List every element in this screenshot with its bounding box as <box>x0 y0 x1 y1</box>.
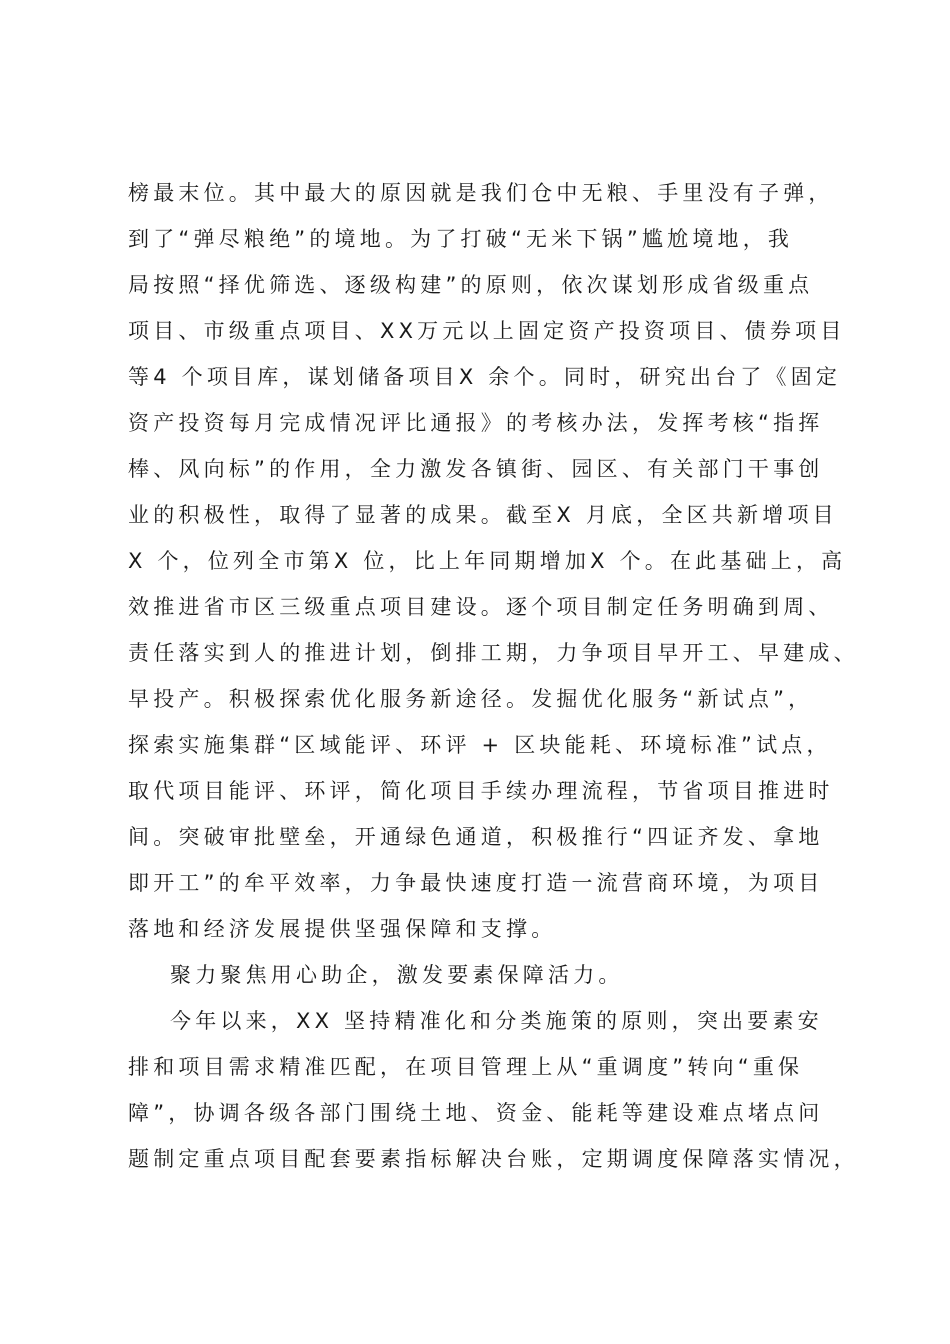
text-line: 到了“弹尽粮绝”的境地。为了打破“无米下锅”尴尬境地，我 <box>128 227 794 251</box>
text-line: 榜最末位。其中最大的原因就是我们仓中无粮、手里没有子弹， <box>128 181 834 205</box>
body-text <box>128 170 859 1182</box>
text-line: 项目、市级重点项目、XX万元以上固定资产投资项目、债券项目 <box>128 319 846 343</box>
text-line: 落地和经济发展提供坚强保障和支撑。 <box>128 917 557 941</box>
text-line: 责任落实到人的推进计划，倒排工期，力争项目早开工、早建成、 <box>128 641 859 665</box>
text-line: 取代项目能评、环评，简化项目手续办理流程，节省项目推进时 <box>128 779 834 803</box>
section-heading: 聚力聚焦用心助企，激发要素保障活力。 <box>170 963 624 987</box>
text-line: 早投产。积极探索优化服务新途径。发掘优化服务“新试点”， <box>128 687 814 711</box>
text-line: 资产投资每月完成情况评比通报》的考核办法，发挥考核“指挥 <box>128 411 824 435</box>
text-line: 棒、风向标”的作用，全力激发各镇街、园区、有关部门干事创 <box>128 457 824 481</box>
text-line: 等4 个项目库，谋划储备项目X 余个。同时，研究出台了《固定 <box>128 365 842 389</box>
text-line: 局按照“择优筛选、逐级构建”的原则，依次谋划形成省级重点 <box>128 273 814 297</box>
text-line: X 个，位列全市第X 位，比上年同期增加X 个。在此基础上，高 <box>128 549 847 573</box>
text-line: 题制定重点项目配套要素指标解决台账，定期调度保障落实情况， <box>128 1147 859 1171</box>
text-line: 效推进省市区三级重点项目建设。逐个项目制定任务明确到周、 <box>128 595 834 619</box>
text-line: 今年以来，XX 坚持精准化和分类施策的原则，突出要素安 <box>170 1009 823 1033</box>
text-line: 探索实施集群“区域能评、环评 + 区块能耗、环境标准”试点， <box>128 733 832 757</box>
text-line: 障”，协调各级各部门围绕土地、资金、能耗等建设难点堵点问 <box>128 1101 824 1125</box>
text-line: 间。突破审批壁垒，开通绿色通道，积极推行“四证齐发、拿地 <box>128 825 824 849</box>
text-line: 排和项目需求精准匹配，在项目管理上从“重调度”转向“重保 <box>128 1055 804 1079</box>
text-line: 业的积极性，取得了显著的成果。截至X 月底，全区共新增项目 <box>128 503 838 527</box>
text-line: 即开工”的牟平效率，力争最快速度打造一流营商环境，为项目 <box>128 871 824 895</box>
